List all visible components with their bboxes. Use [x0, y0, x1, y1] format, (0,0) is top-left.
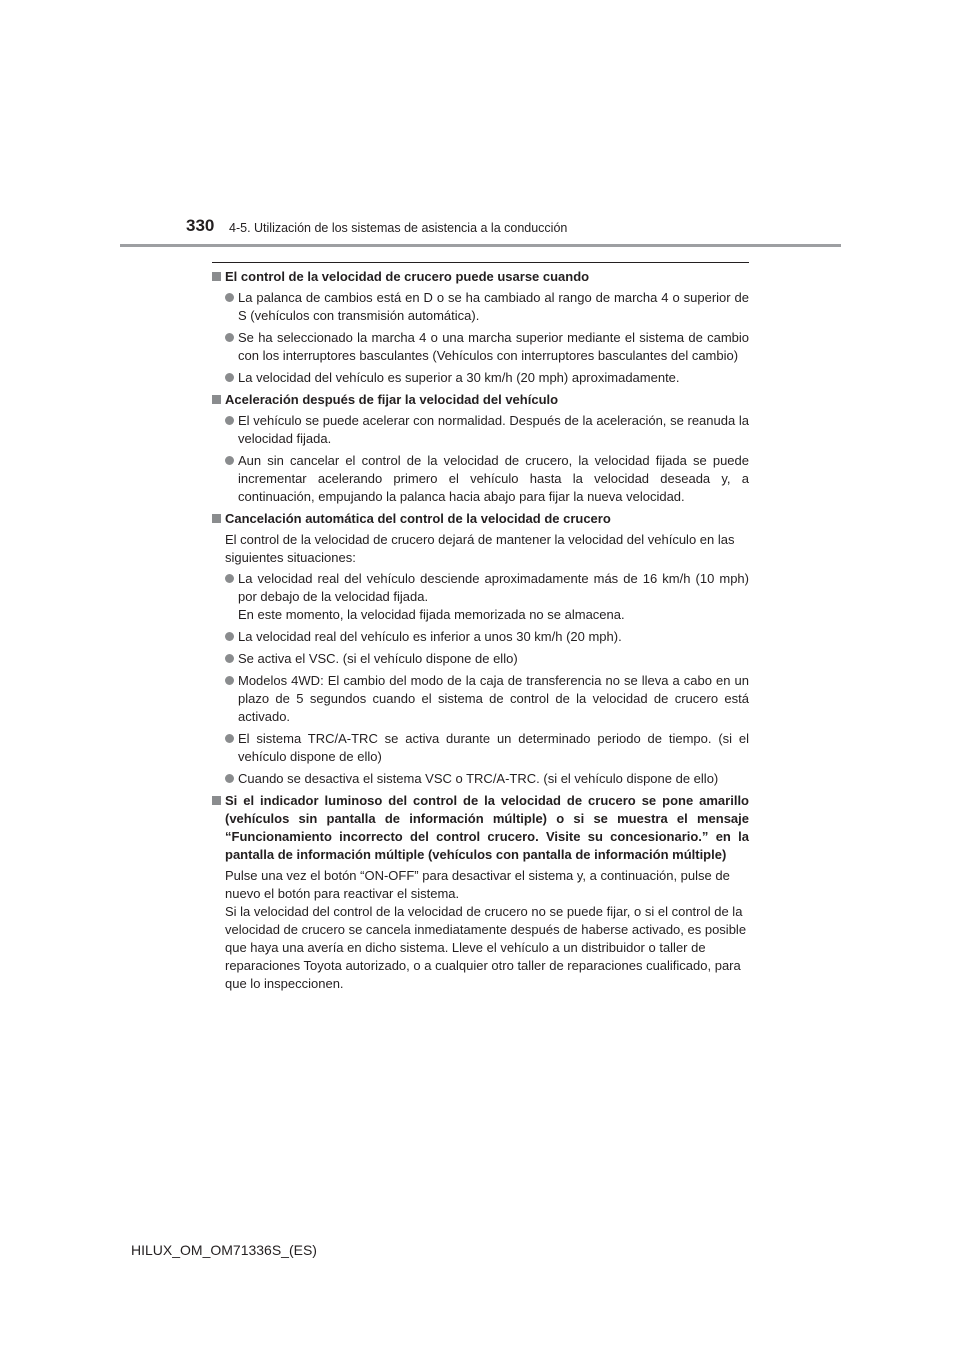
square-bullet-icon	[212, 272, 221, 281]
section-auto-cancel	[212, 510, 749, 788]
list-item-text: Se ha seleccionado la marcha 4 o una marcha superior mediante el sistema de cambio con los interruptores basculantes (Vehículos con interruptores basculantes del cambio)	[238, 330, 749, 363]
page-number: 330	[186, 216, 215, 235]
round-bullet-icon	[225, 373, 234, 382]
section-acceleration	[212, 391, 749, 506]
round-bullet-icon	[225, 416, 234, 425]
list-item	[212, 412, 749, 448]
list-item-text: Cuando se desactiva el sistema VSC o TRC/A-TRC. (si el vehículo dispone de ello)	[238, 771, 719, 786]
list-item-text: El sistema TRC/A-TRC se activa durante un determinado periodo de tiempo. (si el vehículo dispone de ello)	[238, 731, 749, 764]
list-item	[212, 770, 749, 788]
header-rule	[120, 244, 841, 247]
list-item-text: Se activa el VSC. (si el vehículo dispone de ello)	[238, 651, 518, 666]
list-item	[212, 730, 749, 766]
round-bullet-icon	[225, 654, 234, 663]
list-item	[212, 452, 749, 506]
paragraph-text: Pulse una vez el botón “ON-OFF” para desactivar el sistema y, a continuación, pulse de nuevo el botón para reactivar el sistema.	[225, 868, 730, 901]
list-item-text: La velocidad del vehículo es superior a 30 km/h (20 mph) aproximadamente.	[238, 370, 680, 385]
list-item-text: Aun sin cancelar el control de la velocidad de crucero, la velocidad fijada se puede incrementar acelerando primero el vehículo hasta la velocidad deseada y, a continuación, empujando la palanca hacia abajo para fijar la nueva velocidad.	[238, 453, 749, 504]
section-heading-text: Cancelación automática del control de la velocidad de crucero	[225, 511, 611, 526]
section-top-rule	[212, 262, 749, 263]
list-item-text: La palanca de cambios está en D o se ha cambiado al rango de marcha 4 o superior de S (vehículos con transmisión automática).	[238, 290, 749, 323]
section-cruise-usable	[212, 268, 749, 387]
list-item-text: La velocidad real del vehículo desciende aproximadamente más de 16 km/h (10 mph) por debajo de la velocidad fijada.	[238, 571, 749, 604]
square-bullet-icon	[212, 395, 221, 404]
page-content	[212, 268, 749, 996]
round-bullet-icon	[225, 574, 234, 583]
section-intro-text: El control de la velocidad de crucero dejará de mantener la velocidad del vehículo en las siguientes situaciones:	[225, 532, 735, 565]
list-item-text: Modelos 4WD: El cambio del modo de la caja de transferencia no se lleva a cabo en un plazo de 5 segundos cuando el sistema de control de la velocidad de crucero está activado.	[238, 673, 749, 724]
section-heading	[212, 268, 749, 286]
list-item	[212, 672, 749, 726]
section-heading	[212, 510, 749, 528]
section-warning-indicator	[212, 792, 749, 993]
list-item	[212, 369, 749, 387]
list-item	[212, 570, 749, 624]
round-bullet-icon	[225, 774, 234, 783]
square-bullet-icon	[212, 796, 221, 805]
list-item-text: El vehículo se puede acelerar con normalidad. Después de la aceleración, se reanuda la velocidad fijada.	[238, 413, 749, 446]
round-bullet-icon	[225, 333, 234, 342]
section-heading-text: Si el indicador luminoso del control de la velocidad de crucero se pone amarillo (vehículos sin pantalla de información múltiple) o si se muestra el mensaje “Funcionamiento incorrecto del control crucero. Visite su concesionario.” en la pantalla de información múltiple (vehículos con pantalla de información múltiple)	[225, 793, 749, 862]
list-item	[212, 628, 749, 646]
paragraph-text: Si la velocidad del control de la velocidad de crucero no se puede fijar, o si el control de la velocidad de crucero se cancela inmediatamente después de haberse activado, es posible que haya una avería en dicho sistema. Lleve el vehículo a un distribuidor o taller de reparaciones Toyota autorizado, o a cualquier otro taller de reparaciones cualificado, para que lo inspeccionen.	[225, 904, 747, 991]
section-heading-text: El control de la velocidad de crucero puede usarse cuando	[225, 269, 590, 284]
section-heading	[212, 792, 749, 864]
section-paragraph	[212, 867, 749, 993]
document-code: HILUX_OM_OM71336S_(ES)	[131, 1242, 317, 1258]
list-item	[212, 650, 749, 668]
round-bullet-icon	[225, 456, 234, 465]
round-bullet-icon	[225, 632, 234, 641]
section-heading	[212, 391, 749, 409]
square-bullet-icon	[212, 514, 221, 523]
round-bullet-icon	[225, 676, 234, 685]
list-item	[212, 289, 749, 325]
round-bullet-icon	[225, 293, 234, 302]
round-bullet-icon	[225, 734, 234, 743]
list-item-text: La velocidad real del vehículo es inferior a unos 30 km/h (20 mph).	[238, 629, 622, 644]
list-item-note: En este momento, la velocidad fijada memorizada no se almacena.	[238, 607, 625, 622]
list-item	[212, 329, 749, 365]
section-intro	[212, 531, 749, 567]
section-heading-text: Aceleración después de fijar la velocidad del vehículo	[225, 392, 559, 407]
chapter-title: 4-5. Utilización de los sistemas de asistencia a la conducción	[229, 221, 568, 235]
